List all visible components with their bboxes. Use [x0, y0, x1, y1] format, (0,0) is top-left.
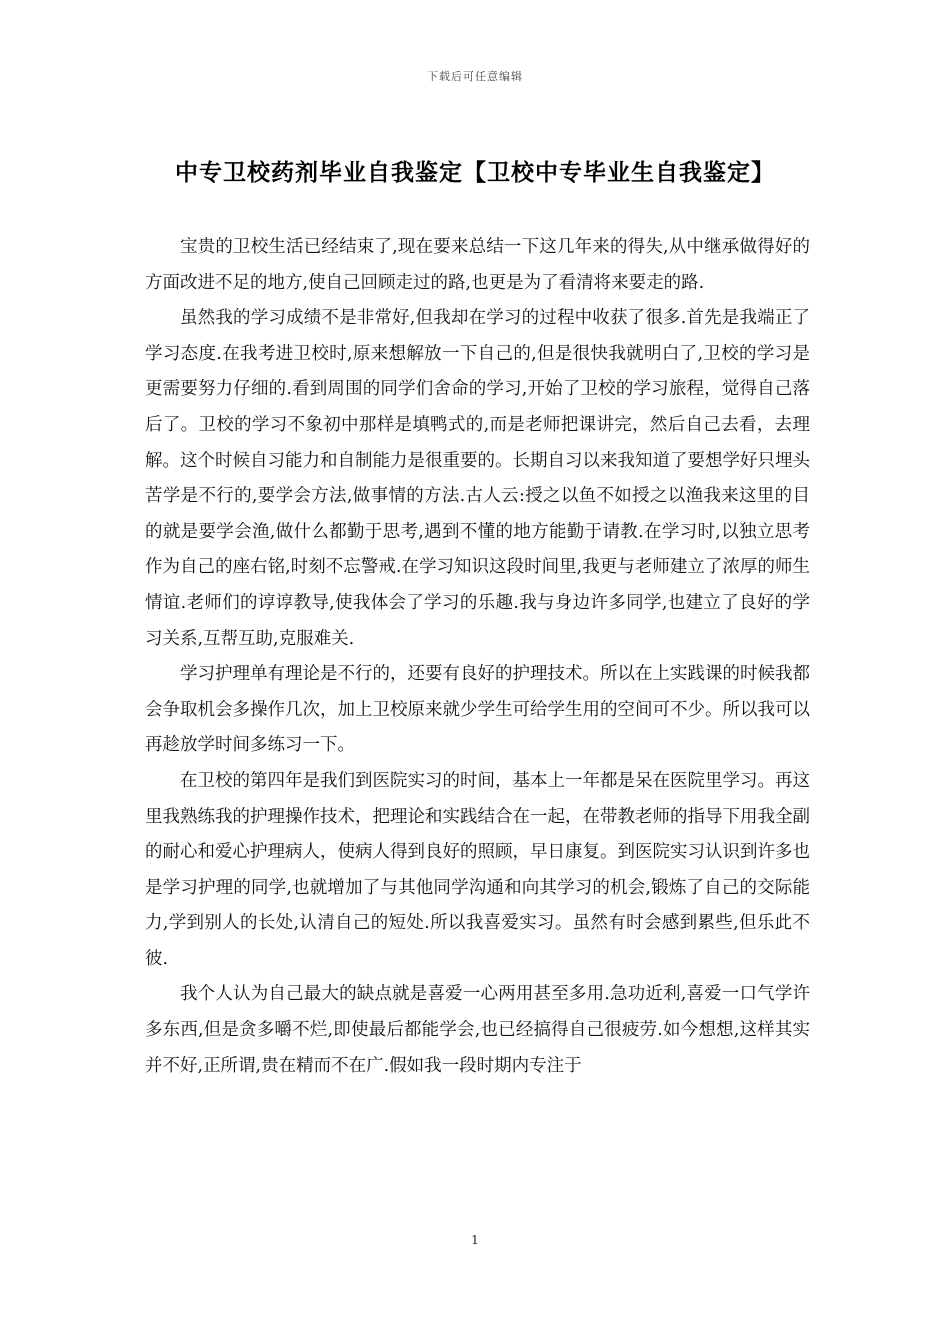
paragraph-2: 虽然我的学习成绩不是非常好,但我却在学习的过程中收获了很多.首先是我端正了学习态度.在我考进卫校时,原来想解放一下自己的,但是很快我就明白了,卫校的学习是更需要努力仔细的.看到周围的同学们舍命的学习,开始了卫校的学习旅程，觉得自己落后了。卫校的学习不象初中那样是填鸭式的,而是老师把课讲完，然后自己去看，去理解。这个时候自习能力和自制能力是很重要的。长期自习以来我知道了要想学好只埋头苦学是不行的,要学会方法,做事情的方法.古人云:授之以鱼不如授之以渔我来这里的目的就是要学会渔,做什么都勤于思考,遇到不懂的地方能勤于请教.在学习时,以独立思考作为自己的座右铭,时刻不忘警戒.在学习知识这段时间里,我更与老师建立了浓厚的师生情谊.老师们的谆谆教导,使我体会了学习的乐趣.我与身边许多同学,也建立了良好的学习关系,互帮互助,克服难关.: [145, 308, 810, 649]
paragraph-4: 在卫校的第四年是我们到医院实习的时间，基本上一年都是呆在医院里学习。再这里我熟练我的护理操作技术，把理论和实践结合在一起，在带教老师的指导下用我全副的耐心和爱心护理病人，使病人得到良好的照顾，早日康复。到医院实习认识到许多也是学习护理的同学,也就增加了与其他同学沟通和向其学习的机会,锻炼了自己的交际能力,学到别人的长处,认清自己的短处.所以我喜爱实习。虽然有时会感到累些,但乐此不彼.: [145, 770, 810, 969]
paragraph-3: 学习护理单有理论是不行的，还要有良好的护理技术。所以在上实践课的时候我都会争取机会多操作几次，加上卫校原来就少学生可给学生用的空间可不少。所以我可以再趁放学时间多练习一下。: [145, 664, 810, 756]
page-header-note: 下载后可任意编辑: [427, 70, 523, 83]
page-number: 1: [471, 1233, 479, 1247]
document-body: [145, 230, 810, 1084]
paragraph-1: 宝贵的卫校生活已经结束了,现在要来总结一下这几年来的得失,从中继承做得好的方面改进不足的地方,使自己回顾走过的路,也更是为了看清将来要走的路.: [145, 237, 810, 293]
document-title: 中专卫校药剂毕业自我鉴定【卫校中专毕业生自我鉴定】: [175, 159, 775, 186]
paragraph-5: 我个人认为自己最大的缺点就是喜爱一心两用甚至多用.急功近利,喜爱一口气学许多东西,但是贪多嚼不烂,即使最后都能学会,也已经搞得自己很疲劳.如今想想,这样其实并不好,正所谓,贵在精而不在广.假如我一段时期内专注于: [145, 984, 810, 1076]
